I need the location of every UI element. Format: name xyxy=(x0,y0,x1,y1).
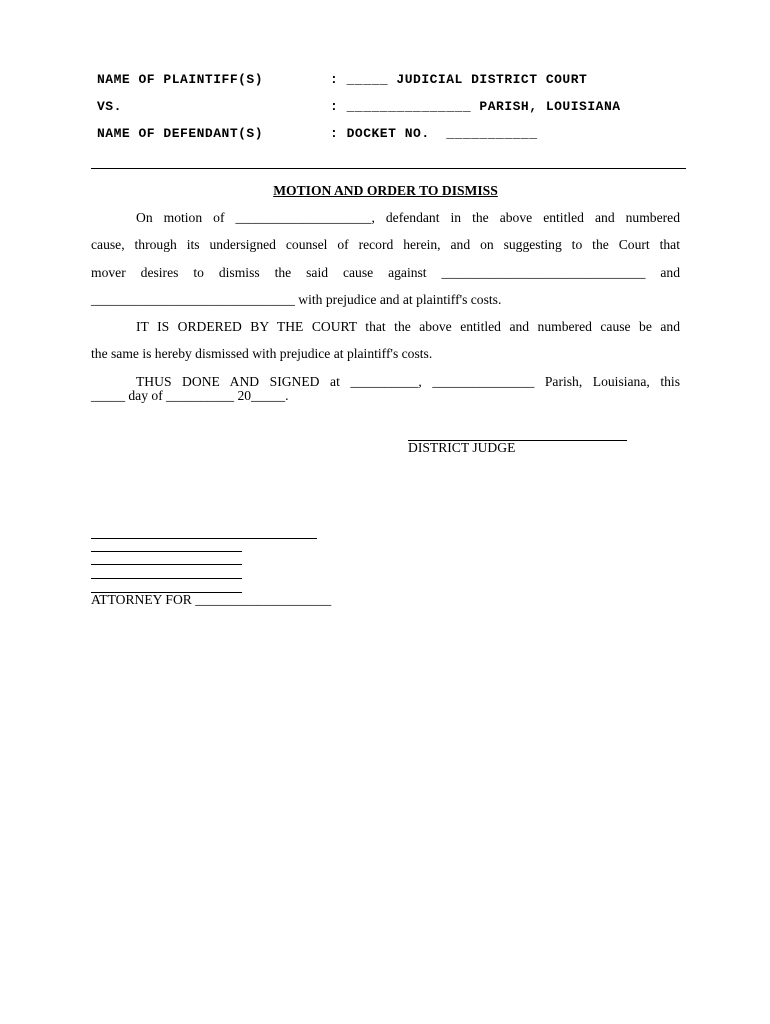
motion-line: On motion of ____________________, defendant in the above entitled and numbered xyxy=(136,210,680,225)
caption-row-plaintiff xyxy=(97,72,588,88)
signed-line: _____ day of __________ 20_____. xyxy=(91,388,289,403)
caption-row-defendant xyxy=(97,126,538,142)
order-line: the same is hereby dismissed with prejudice at plaintiff's costs. xyxy=(91,346,433,362)
attorney-address-line xyxy=(91,564,242,565)
caption-divider xyxy=(91,168,686,169)
motion-line: ______________________________ with prejudice and at plaintiff's costs. xyxy=(91,291,502,307)
motion-paragraph xyxy=(91,204,680,313)
motion-line: mover desires to dismiss the said cause against ______________________________ and xyxy=(91,264,680,280)
motion-line: cause, through its undersigned counsel of record herein, and on suggesting to the Court that xyxy=(91,237,680,253)
document-title: MOTION AND ORDER TO DISMISS xyxy=(273,183,498,198)
signed-paragraph xyxy=(91,375,680,403)
defendant-label: NAME OF DEFENDANT(S) xyxy=(97,126,264,141)
parish-line: : _______________ PARISH, LOUISIANA xyxy=(330,99,621,114)
attorney-address-line xyxy=(91,578,242,579)
attorney-signature-line xyxy=(91,538,317,539)
docket-line: : DOCKET NO. ___________ xyxy=(330,126,538,141)
judge-signature-block xyxy=(408,428,627,455)
plaintiff-label: NAME OF PLAINTIFF(S) xyxy=(97,72,264,87)
judge-label: DISTRICT JUDGE xyxy=(408,440,516,455)
order-line: IT IS ORDERED BY THE COURT that the above entitled and numbered cause be and xyxy=(136,319,680,334)
signed-line: THUS DONE AND SIGNED at __________, _______________ Parish, Louisiana, this xyxy=(136,374,680,389)
versus-label: VS. xyxy=(97,99,122,114)
attorney-address-line xyxy=(91,551,242,552)
caption-row-versus xyxy=(97,99,621,115)
attorney-for-label: ATTORNEY FOR ____________________ xyxy=(91,592,332,607)
court-line: : _____ JUDICIAL DISTRICT COURT xyxy=(330,72,588,87)
order-paragraph xyxy=(91,313,680,368)
